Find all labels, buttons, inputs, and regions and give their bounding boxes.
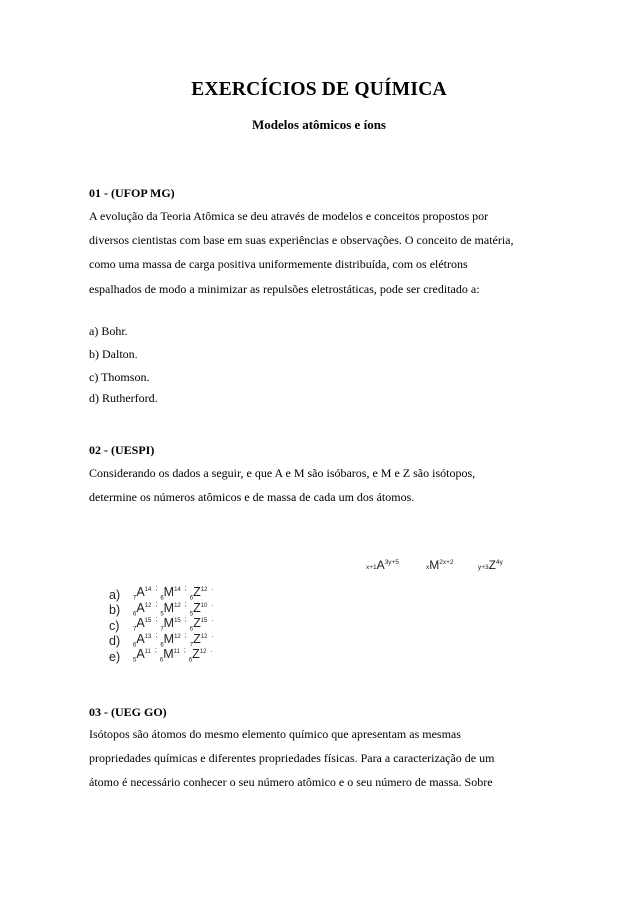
isotope-notation xyxy=(133,632,151,649)
isotope-notation xyxy=(133,601,151,618)
mass-number: 15 xyxy=(174,618,181,625)
atomic-number: 7 xyxy=(160,626,164,633)
element-symbol: A xyxy=(136,647,145,662)
separator: . xyxy=(211,600,214,608)
choice-label: b) xyxy=(109,603,121,618)
element-symbol: A xyxy=(136,631,145,646)
choice-atoms xyxy=(133,585,216,602)
element-symbol: Z xyxy=(193,616,201,631)
choice-label: c) xyxy=(109,618,120,633)
element-symbol: A xyxy=(136,585,145,600)
element-symbol: Z xyxy=(193,600,201,615)
atomic-number: 6 xyxy=(189,626,194,633)
atomic-number: 5 xyxy=(160,611,164,618)
choice-atoms xyxy=(133,647,215,664)
isotope-notation xyxy=(190,616,208,633)
mass-number: 12 xyxy=(174,602,181,609)
separator: ; xyxy=(184,616,187,624)
atomic-number: 6 xyxy=(160,642,164,649)
page-subtitle: Modelos atômicos e íons xyxy=(252,117,386,132)
isotope-notation xyxy=(160,632,180,649)
separator: ; xyxy=(184,600,187,608)
isotope-notation xyxy=(160,585,180,602)
separator: ; xyxy=(184,585,187,593)
mass-number: 11 xyxy=(144,649,151,656)
q2-choice xyxy=(109,586,216,602)
separator: ; xyxy=(155,585,158,593)
q3-line: Isótopos são átomos do mesmo elemento químico que apresentam as mesmas xyxy=(89,727,461,741)
separator: ; xyxy=(183,647,186,655)
element-symbol: A xyxy=(136,616,145,631)
q1-line: A evolução da Teoria Atômica se deu através de modelos e conceitos propostos por xyxy=(89,209,489,223)
element-symbol: M xyxy=(163,600,175,615)
q1-option-d: d) Rutherford. xyxy=(89,391,158,405)
mass-number: 15 xyxy=(144,618,152,625)
atomic-number: 5 xyxy=(189,611,194,618)
element-symbol: M xyxy=(163,631,175,646)
formula-atom-a: $x+1A^{3y+5}$ xyxy=(366,558,399,572)
element-symbol: A xyxy=(136,600,145,615)
mass-number: 15 xyxy=(200,618,208,625)
choice-label: a) xyxy=(109,587,121,602)
mass-number: 12 xyxy=(199,649,207,656)
isotope-notation xyxy=(189,647,207,664)
q1-option-b: b) Dalton. xyxy=(89,347,138,361)
mass-number: 12 xyxy=(200,586,208,593)
choice-atoms xyxy=(133,616,216,633)
mass-number: 14 xyxy=(174,586,181,593)
q1-option-a: a) Bohr. xyxy=(89,324,128,338)
q3-line: átomo é necessário conhecer o seu número atômico e o seu número de massa. Sobre xyxy=(89,775,493,790)
mass-number: 12 xyxy=(200,633,208,640)
choice-atoms xyxy=(133,601,216,618)
q1-line: como uma massa de carga positiva uniformemente distribuída, com os elétrons xyxy=(89,257,468,272)
isotope-notation xyxy=(160,616,180,633)
mass-number: 13 xyxy=(144,633,152,640)
isotope-notation xyxy=(160,601,180,618)
isotope-notation xyxy=(190,601,208,618)
q2-line: Considerando os dados a seguir, e que A e M são isóbaros, e M e Z são isótopos, xyxy=(89,466,476,480)
formula-atom-m: $xM^{2x+2}$ xyxy=(426,558,454,572)
q3-line: propriedades químicas e diferentes propriedades físicas. Para a caracterização de um xyxy=(89,751,495,766)
isotope-notation xyxy=(133,616,151,633)
page-title: EXERCÍCIOS DE QUÍMICA xyxy=(191,79,447,100)
separator: . xyxy=(211,631,214,639)
isotope-notation xyxy=(133,585,151,602)
separator: ; xyxy=(155,616,158,624)
element-symbol: M xyxy=(163,616,175,631)
element-symbol: Z xyxy=(193,631,201,646)
q2-choice xyxy=(109,602,216,618)
q2-choice xyxy=(109,648,216,664)
separator: . xyxy=(211,616,214,624)
separator: ; xyxy=(155,600,158,608)
atomic-number: 7 xyxy=(133,595,137,602)
mass-number: 14 xyxy=(144,586,152,593)
mass-number: 12 xyxy=(144,602,152,609)
separator: . xyxy=(210,647,213,655)
q2-choice xyxy=(109,633,216,649)
choice-atoms xyxy=(133,632,216,649)
q2-choice xyxy=(109,617,216,633)
q1-header: 01 - (UFOP MG) xyxy=(89,186,175,200)
separator: . xyxy=(211,585,214,593)
q1-option-c: c) Thomson. xyxy=(89,370,150,384)
element-symbol: M xyxy=(163,585,175,600)
atomic-number: 6 xyxy=(160,595,164,602)
atomic-number: 6 xyxy=(133,611,137,618)
q3-header: 03 - (UEG GO) xyxy=(89,705,167,719)
isotope-notation xyxy=(190,585,208,602)
q1-line: espalhados de modo a minimizar as repulsões eletrostáticas, pode ser creditado a: xyxy=(89,281,480,296)
isotope-notation xyxy=(190,632,208,649)
atomic-number: 6 xyxy=(188,657,193,664)
atomic-number: 7 xyxy=(189,642,194,649)
q3-paragraph xyxy=(89,722,548,795)
q2-header: 02 - (UESPI) xyxy=(89,443,155,457)
separator: ; xyxy=(184,631,187,639)
mass-number: 11 xyxy=(173,649,180,656)
q2-choices xyxy=(109,586,216,664)
choice-label: e) xyxy=(109,649,121,664)
atomic-number: 5 xyxy=(133,657,137,664)
isotope-notation xyxy=(133,647,151,664)
mass-number: 10 xyxy=(200,602,208,609)
separator: ; xyxy=(154,647,157,655)
isotope-notation xyxy=(160,647,180,664)
formula-atom-z: $y+3Z^{4y}$ xyxy=(478,558,503,572)
atomic-number: 6 xyxy=(189,595,194,602)
mass-number: 12 xyxy=(174,633,181,640)
choice-label: d) xyxy=(109,634,121,649)
q2-paragraph xyxy=(89,461,548,509)
q1-paragraph xyxy=(89,204,548,301)
element-symbol: M xyxy=(163,647,174,662)
q1-line: diversos cientistas com base em suas experiências e observações. O conceito de matéria, xyxy=(89,233,514,248)
element-symbol: Z xyxy=(192,647,200,662)
atomic-number: 7 xyxy=(133,626,137,633)
separator: ; xyxy=(155,631,158,639)
element-symbol: Z xyxy=(193,585,201,600)
atomic-number: 6 xyxy=(133,642,137,649)
q2-line: determine os números atômicos e de massa de cada um dos átomos. xyxy=(89,490,415,505)
atomic-number: 6 xyxy=(159,657,164,664)
